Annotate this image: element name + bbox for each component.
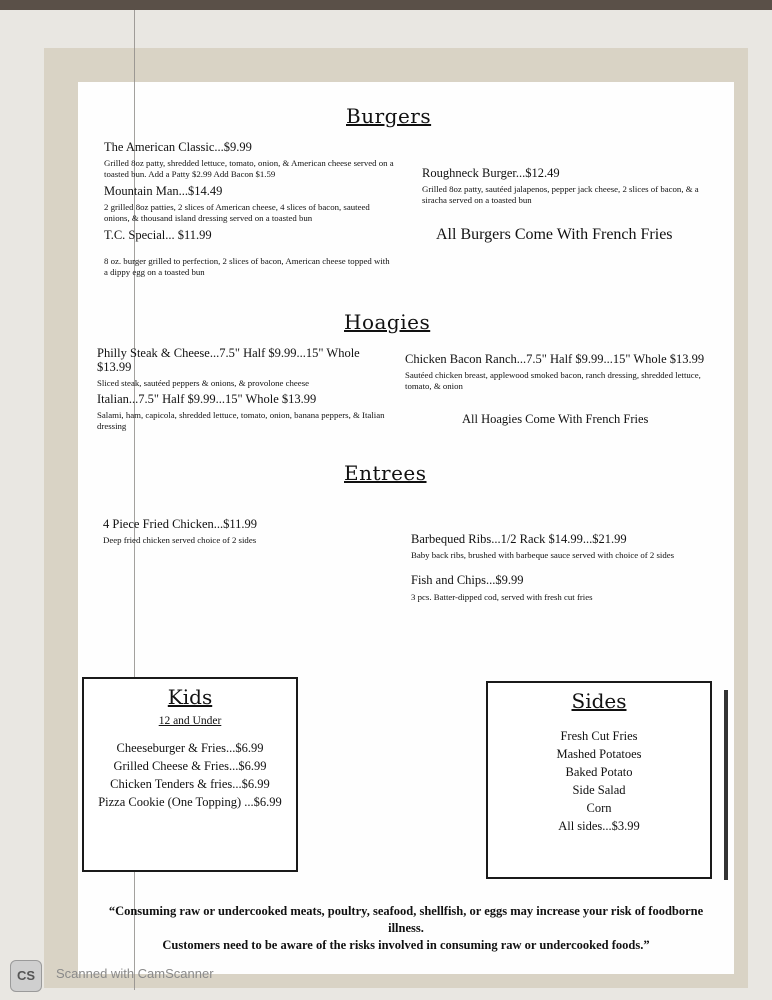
sides-box (486, 681, 712, 879)
edge-bar (724, 690, 728, 880)
sides-title: Sides (571, 689, 627, 713)
american-classic-desc: Grilled 8oz patty, shredded lettuce, tomato, onion, & American cheese served on a toasted bun. Add a Patty $2.99 Add Bacon $1.59 (104, 158, 394, 179)
scan-top-edge (0, 0, 772, 10)
kids-item: Cheeseburger & Fries...$6.99 (116, 741, 264, 755)
american-classic-name: The American Classic...$9.99 (104, 140, 252, 154)
chicken-ranch-name: Chicken Bacon Ranch...7.5" Half $9.99...15" Whole $13.99 (405, 352, 705, 366)
camscanner-watermark: Scanned with CamScanner (56, 966, 214, 981)
mountain-man-name: Mountain Man...$14.49 (104, 184, 223, 198)
roughneck-desc: Grilled 8oz patty, sautéed jalapenos, pepper jack cheese, 2 slices of bacon, & a siracha served on a toasted bun (422, 184, 699, 205)
sides-item: Side Salad (572, 783, 626, 797)
sides-item: Baked Potato (565, 765, 633, 779)
sides-item: Fresh Cut Fries (560, 729, 638, 743)
sides-list (488, 727, 710, 835)
kids-list (84, 739, 296, 811)
fish-chips-desc: 3 pcs. Batter-dipped cod, served with fresh cut fries (411, 592, 593, 602)
italian-name: Italian...7.5" Half $9.99...15" Whole $13.99 (97, 392, 317, 406)
disclaimer-line-2: Customers need to be aware of the risks involved in consuming raw or undercooked foods.” (162, 938, 650, 952)
sides-item: Corn (586, 801, 612, 815)
ribs-name: Barbequed Ribs...1/2 Rack $14.99...$21.99 (411, 532, 627, 546)
disclaimer-line-1: “Consuming raw or undercooked meats, poultry, seafood, shellfish, or eggs may increase your risk of foodborne illness. (108, 904, 704, 935)
sides-item: Mashed Potatoes (556, 747, 642, 761)
philly-name: Philly Steak & Cheese...7.5" Half $9.99...15" Whole $13.99 (97, 346, 360, 374)
hoagies-fries-note: All Hoagies Come With French Fries (462, 412, 649, 426)
sides-item: All sides...$3.99 (558, 819, 640, 833)
kids-item: Pizza Cookie (One Topping) ...$6.99 (98, 795, 282, 809)
kids-subtitle: 12 and Under (158, 715, 222, 727)
italian-desc: Salami, ham, capicola, shredded lettuce, tomato, onion, banana peppers, & Italian dressing (97, 410, 385, 431)
camscanner-logo-icon: CS (10, 960, 42, 992)
fish-chips-name: Fish and Chips...$9.99 (411, 573, 524, 587)
food-safety-disclaimer (96, 903, 716, 954)
philly-desc: Sliced steak, sautéed peppers & onions, & provolone cheese (97, 378, 310, 388)
fried-chicken-desc: Deep fried chicken served choice of 2 sides (103, 535, 257, 545)
kids-item: Chicken Tenders & fries...$6.99 (110, 777, 270, 791)
entrees-title: Entrees (344, 461, 427, 485)
burgers-fries-note: All Burgers Come With French Fries (436, 226, 673, 243)
kids-box (82, 677, 298, 872)
fried-chicken-name: 4 Piece Fried Chicken...$11.99 (103, 517, 258, 531)
ribs-desc: Baby back ribs, brushed with barbeque sauce served with choice of 2 sides (411, 550, 675, 560)
burgers-title: Burgers (346, 104, 432, 128)
roughneck-name: Roughneck Burger...$12.49 (422, 166, 560, 180)
hoagies-title: Hoagies (344, 310, 431, 334)
chicken-ranch-desc: Sautéed chicken breast, applewood smoked bacon, ranch dressing, shredded lettuce, tomato, & onion (405, 370, 701, 391)
kids-title: Kids (167, 685, 213, 709)
kids-item: Grilled Cheese & Fries...$6.99 (113, 759, 267, 773)
tc-special-name: T.C. Special... $11.99 (104, 228, 212, 242)
mountain-man-desc: 2 grilled 8oz patties, 2 slices of American cheese, 4 slices of bacon, sauteed onions, & thousand island dressing served on a toasted bun (104, 202, 370, 223)
tc-special-desc: 8 oz. burger grilled to perfection, 2 slices of bacon, American cheese topped with a dippy egg on a toasted bun (104, 256, 390, 277)
